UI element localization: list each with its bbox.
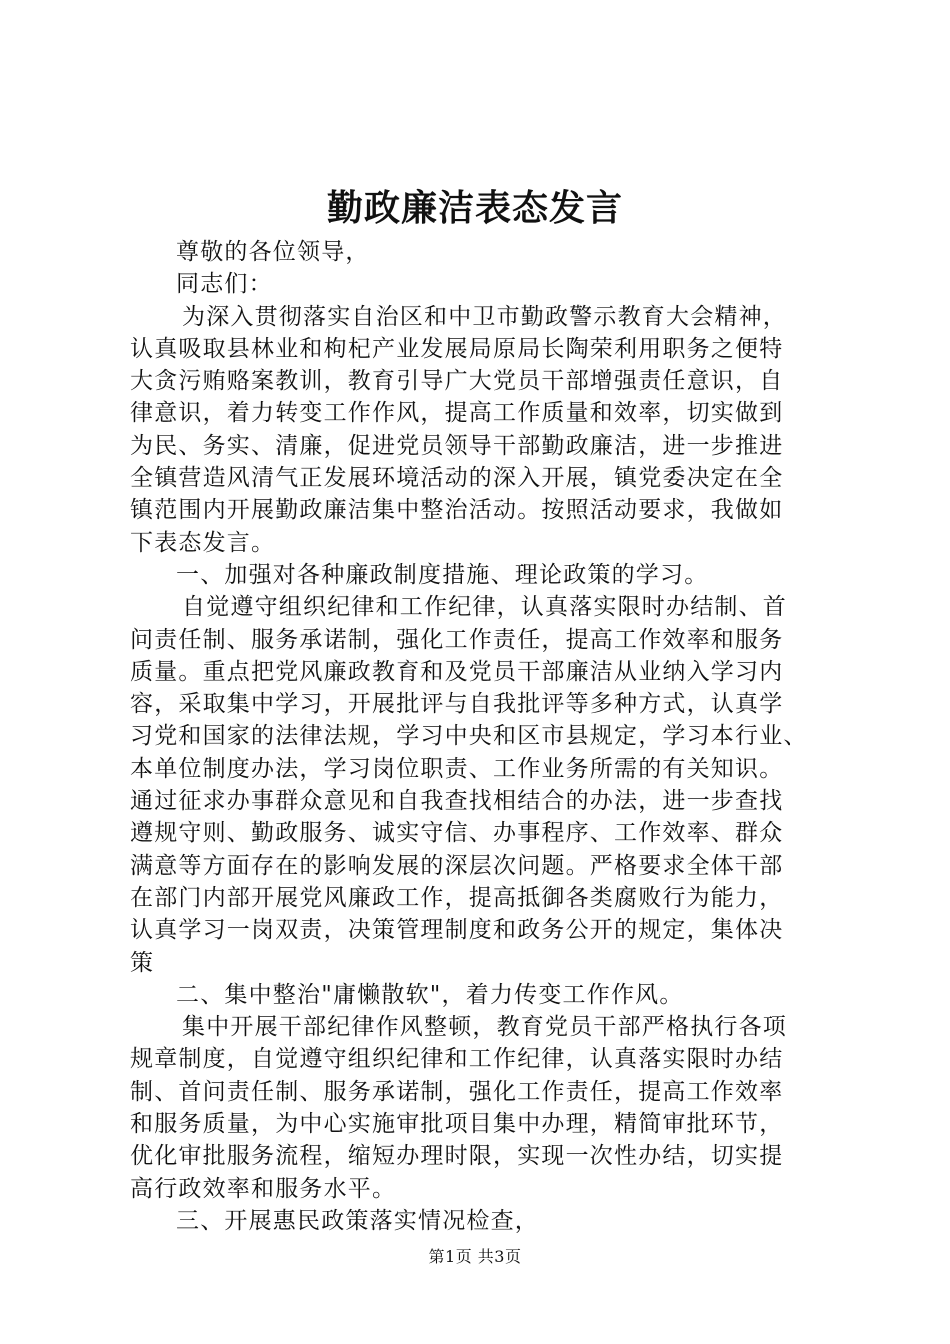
paragraph-line: 容，采取集中学习，开展批评与自我批评等多种方式，认真学 (130, 691, 784, 718)
section-heading: 三、开展惠民政策落实情况检查， (176, 1207, 539, 1234)
paragraph-line: 大贪污贿赂案教训，教育引导广大党员干部增强责任意识，自 (130, 368, 784, 395)
paragraph-line: 全镇营造风清气正发展环境活动的深入开展，镇党委决定在全 (130, 465, 784, 492)
document-body (130, 236, 830, 1237)
document-title: 勤政廉洁表态发言 (326, 187, 623, 229)
paragraph-line: 认真学习一岗双责，决策管理制度和政务公开的规定，集体决 (130, 917, 784, 944)
paragraph-line: 镇范围内开展勤政廉洁集中整治活动。按照活动要求，我做如 (130, 497, 784, 524)
paragraph-line: 认真吸取县林业和枸杞产业发展局原局长陶荣利用职务之便特 (130, 335, 784, 362)
paragraph-line: 为民、务实、清廉，促进党员领导干部勤政廉洁，进一步推进 (130, 432, 784, 459)
paragraph-line: 律意识，着力转变工作作风，提高工作质量和效率，切实做到 (130, 400, 784, 427)
paragraph-line: 本单位制度办法，学习岗位职责、工作业务所需的有关知识。 (130, 755, 784, 782)
section-heading: 二、集中整治"庸懒散软"，着力传变工作作风。 (176, 981, 684, 1008)
paragraph-line: 高行政效率和服务水平。 (130, 1175, 397, 1202)
paragraph-line: 遵规守则、勤政服务、诚实守信、办事程序、工作效率、群众 (130, 820, 784, 847)
paragraph-line: 自觉遵守组织纪律和工作纪律，认真落实限时办结制、首 (182, 594, 787, 621)
salutation-line: 同志们： (176, 271, 273, 298)
paragraph-line: 制、首问责任制、服务承诺制，强化工作责任，提高工作效率 (130, 1078, 784, 1105)
paragraph-line: 和服务质量，为中心实施审批项目集中办理，精简审批环节， (130, 1111, 784, 1138)
paragraph-line: 问责任制、服务承诺制，强化工作责任，提高工作效率和服务 (130, 626, 784, 653)
paragraph-line: 为深入贯彻落实自治区和中卫市勤政警示教育大会精神， (182, 303, 787, 330)
paragraph-line: 下表态发言。 (130, 529, 276, 556)
paragraph-line: 在部门内部开展党风廉政工作，提高抵御各类腐败行为能力， (130, 884, 784, 911)
paragraph-line: 集中开展干部纪律作风整顿，教育党员干部严格执行各项 (182, 1014, 787, 1041)
section-heading: 一、加强对各种廉政制度措施、理论政策的学习。 (176, 561, 709, 588)
paragraph-line: 质量。重点把党风廉政教育和及党员干部廉洁从业纳入学习内 (130, 658, 784, 685)
salutation-line: 尊敬的各位领导， (176, 239, 370, 265)
paragraph-line: 策 (130, 949, 155, 976)
paragraph-line: 满意等方面存在的影响发展的深层次问题。严格要求全体干部 (130, 852, 784, 879)
paragraph-line: 规章制度，自觉遵守组织纪律和工作纪律，认真落实限时办结 (130, 1046, 784, 1073)
paragraph-line: 习党和国家的法律法规，学习中央和区市县规定，学习本行业、 (130, 723, 808, 750)
paragraph-line: 优化审批服务流程，缩短办理时限，实现一次性办结，切实提 (130, 1143, 784, 1170)
page-footer: 第1页 共3页 (428, 1247, 522, 1266)
paragraph-line: 通过征求办事群众意见和自我查找相结合的办法，进一步查找 (130, 788, 784, 815)
